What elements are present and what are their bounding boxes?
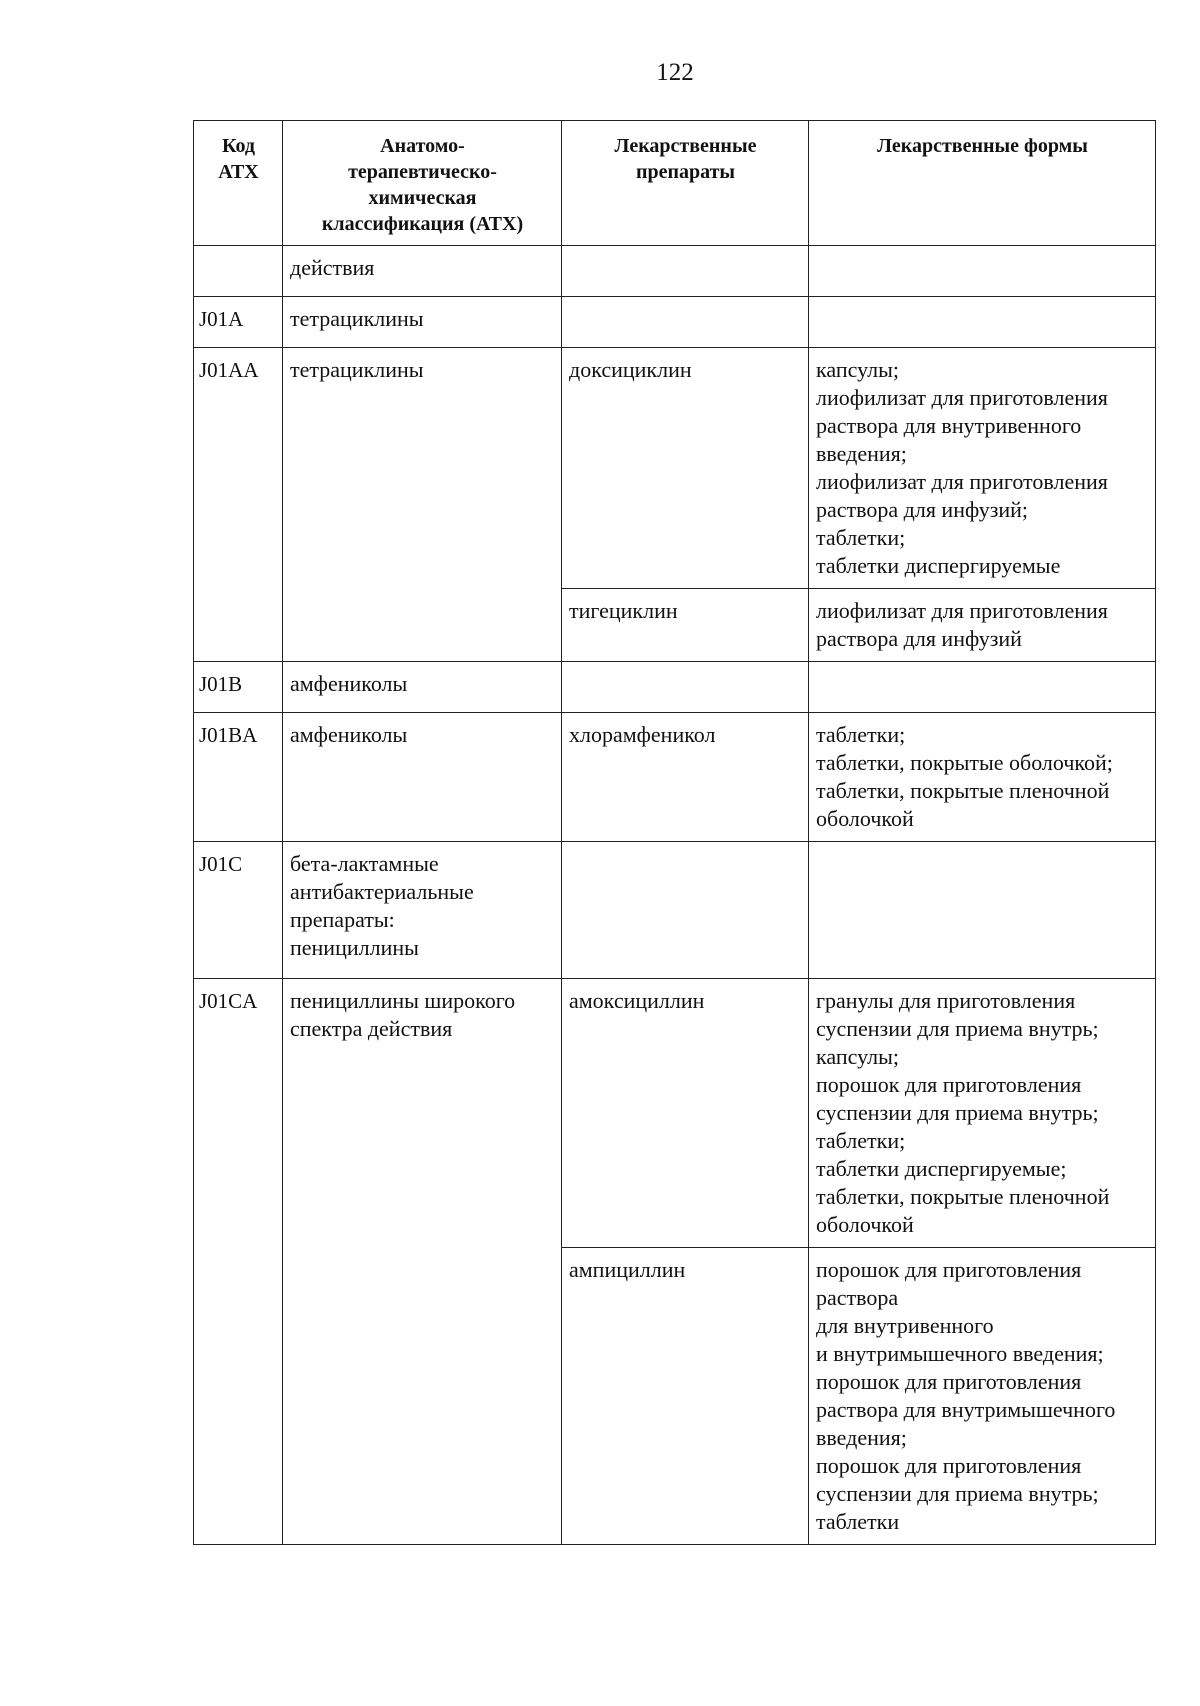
atx-classification: действия: [283, 246, 562, 297]
table-row: [194, 842, 1156, 979]
drug-name: доксициклин: [562, 348, 809, 589]
atx-classification: амфениколы: [283, 713, 562, 842]
atx-code: J01A: [194, 297, 283, 348]
atx-classification: бета-лактамные антибактериальные препараты: пенициллины: [283, 842, 562, 979]
drug-forms: лиофилизат для приготовления раствора для инфузий: [809, 589, 1156, 662]
drug-name: тигециклин: [562, 589, 809, 662]
drug-name: амоксициллин: [562, 979, 809, 1248]
atx-code: J01BA: [194, 713, 283, 842]
atx-code: J01CA: [194, 979, 283, 1545]
drug-name: [562, 297, 809, 348]
table-header-row: [194, 121, 1156, 246]
drug-name: хлорамфеникол: [562, 713, 809, 842]
drug-forms: капсулы; лиофилизат для приготовления раствора для внутривенного введения; лиофилизат для приготовления раствора для инфузий; таблетки; таблетки диспергируемые: [809, 348, 1156, 589]
table-row: [194, 297, 1156, 348]
drug-forms: [809, 246, 1156, 297]
atx-code: J01C: [194, 842, 283, 979]
atx-drug-table: [193, 120, 1156, 1545]
atx-code: [194, 246, 283, 297]
drug-forms: [809, 842, 1156, 979]
drug-forms: порошок для приготовления раствора для внутривенного и внутримышечного введения; порошок для приготовления раствора для внутримышечного введения; порошок для приготовления суспензии для приема внутрь; таблетки: [809, 1248, 1156, 1545]
drug-forms: [809, 297, 1156, 348]
drug-forms: таблетки; таблетки, покрытые оболочкой; таблетки, покрытые пленочной оболочкой: [809, 713, 1156, 842]
table-row: [194, 662, 1156, 713]
header-forms: Лекарственные формы: [809, 121, 1156, 246]
drug-name: ампициллин: [562, 1248, 809, 1545]
table-row: [194, 246, 1156, 297]
table-row: [194, 979, 1156, 1248]
drug-name: [562, 246, 809, 297]
atx-code: J01B: [194, 662, 283, 713]
table-row: [194, 713, 1156, 842]
header-drugs: Лекарственные препараты: [562, 121, 809, 246]
drug-name: [562, 842, 809, 979]
drug-forms: гранулы для приготовления суспензии для приема внутрь; капсулы; порошок для приготовления суспензии для приема внутрь; таблетки; таблетки диспергируемые; таблетки, покрытые пленочной оболочкой: [809, 979, 1156, 1248]
table-row: [194, 348, 1156, 589]
header-code: Код АТХ: [194, 121, 283, 246]
atx-classification: тетрациклины: [283, 348, 562, 662]
drug-name: [562, 662, 809, 713]
atx-classification: тетрациклины: [283, 297, 562, 348]
atx-classification: пенициллины широкого спектра действия: [283, 979, 562, 1545]
atx-classification: амфениколы: [283, 662, 562, 713]
page-number: 122: [656, 59, 694, 86]
drug-forms: [809, 662, 1156, 713]
header-classification: Анатомо- терапевтическо- химическая классификация (АТХ): [283, 121, 562, 246]
atx-code: J01AA: [194, 348, 283, 662]
